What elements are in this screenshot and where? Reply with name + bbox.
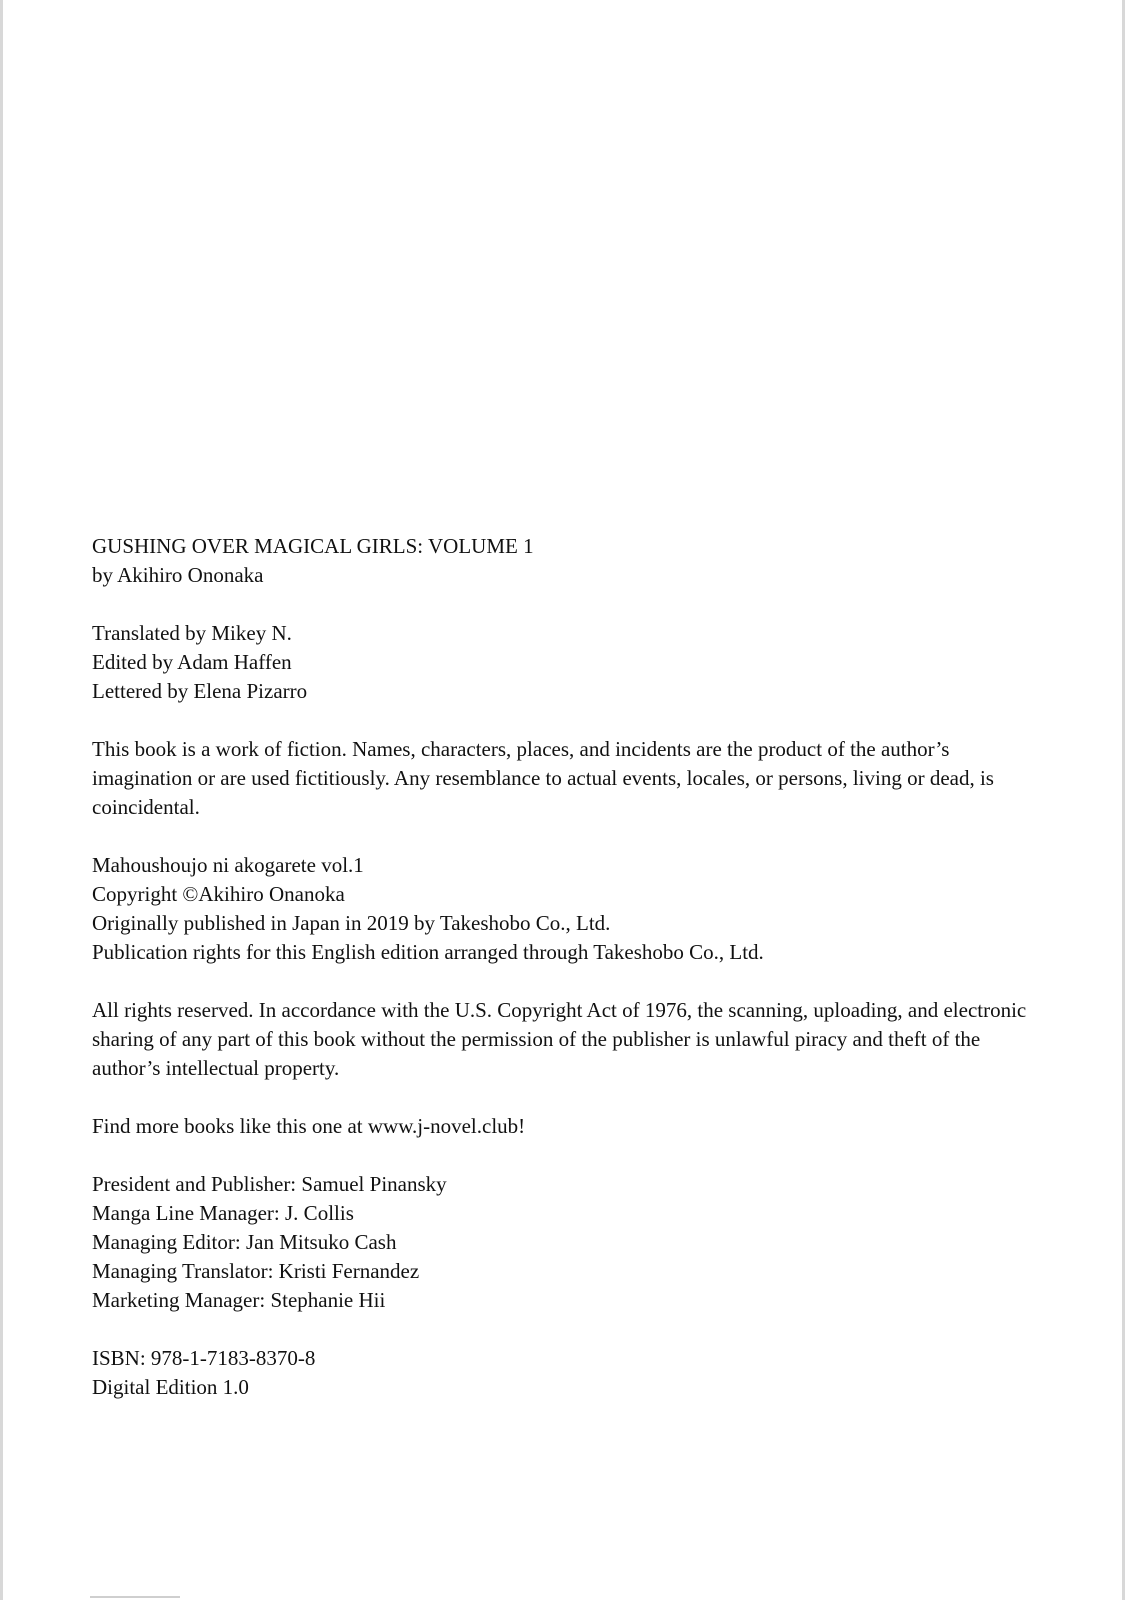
- staff-marketing-manager: Marketing Manager: Stephanie Hii: [92, 1288, 386, 1312]
- edition-paragraph: [92, 1344, 1042, 1402]
- original-title-line: Mahoushoujo ni akogarete vol.1: [92, 853, 364, 877]
- copyright-line: Copyright ©Akihiro Onanoka: [92, 882, 345, 906]
- staff-managing-editor: Managing Editor: Jan Mitsuko Cash: [92, 1230, 397, 1254]
- credit-letterer: Lettered by Elena Pizarro: [92, 679, 308, 703]
- page-edge-bottom: [90, 1596, 180, 1598]
- edition-line: Digital Edition 1.0: [92, 1375, 249, 1399]
- colophon-text-block: [92, 532, 1042, 1402]
- credit-editor: Edited by Adam Haffen: [92, 650, 292, 674]
- fiction-disclaimer: This book is a work of fiction. Names, characters, places, and incidents are the product of the author’s imagination or are used fictitiously. Any resemblance to actual events, locales, or persons, living or dead, is coincidental.: [92, 737, 994, 819]
- publication-rights-line: Publication rights for this English edition arranged through Takeshobo Co., Ltd.: [92, 940, 764, 964]
- find-more-line: Find more books like this one at www.j-novel.club!: [92, 1114, 526, 1138]
- credit-translator: Translated by Mikey N.: [92, 621, 292, 645]
- byline: by Akihiro Ononaka: [92, 563, 264, 587]
- staff-president: President and Publisher: Samuel Pinansky: [92, 1172, 447, 1196]
- isbn-line: ISBN: 978-1-7183-8370-8: [92, 1346, 316, 1370]
- credits-paragraph: [92, 619, 1042, 706]
- staff-manga-line-manager: Manga Line Manager: J. Collis: [92, 1201, 354, 1225]
- staff-paragraph: [92, 1170, 1042, 1315]
- copyright-paragraph: [92, 851, 1042, 967]
- page-edge-left: [0, 0, 3, 1600]
- staff-managing-translator: Managing Translator: Kristi Fernandez: [92, 1259, 420, 1283]
- book-title-line: GUSHING OVER MAGICAL GIRLS: VOLUME 1: [92, 534, 534, 558]
- rights-notice: All rights reserved. In accordance with the U.S. Copyright Act of 1976, the scanning, uploading, and electronic sharing of any part of this book without the permission of the publisher is unlawful piracy and theft of the author’s intellectual property.: [92, 998, 1027, 1080]
- title-paragraph: [92, 532, 1042, 590]
- original-publication-line: Originally published in Japan in 2019 by Takeshobo Co., Ltd.: [92, 911, 611, 935]
